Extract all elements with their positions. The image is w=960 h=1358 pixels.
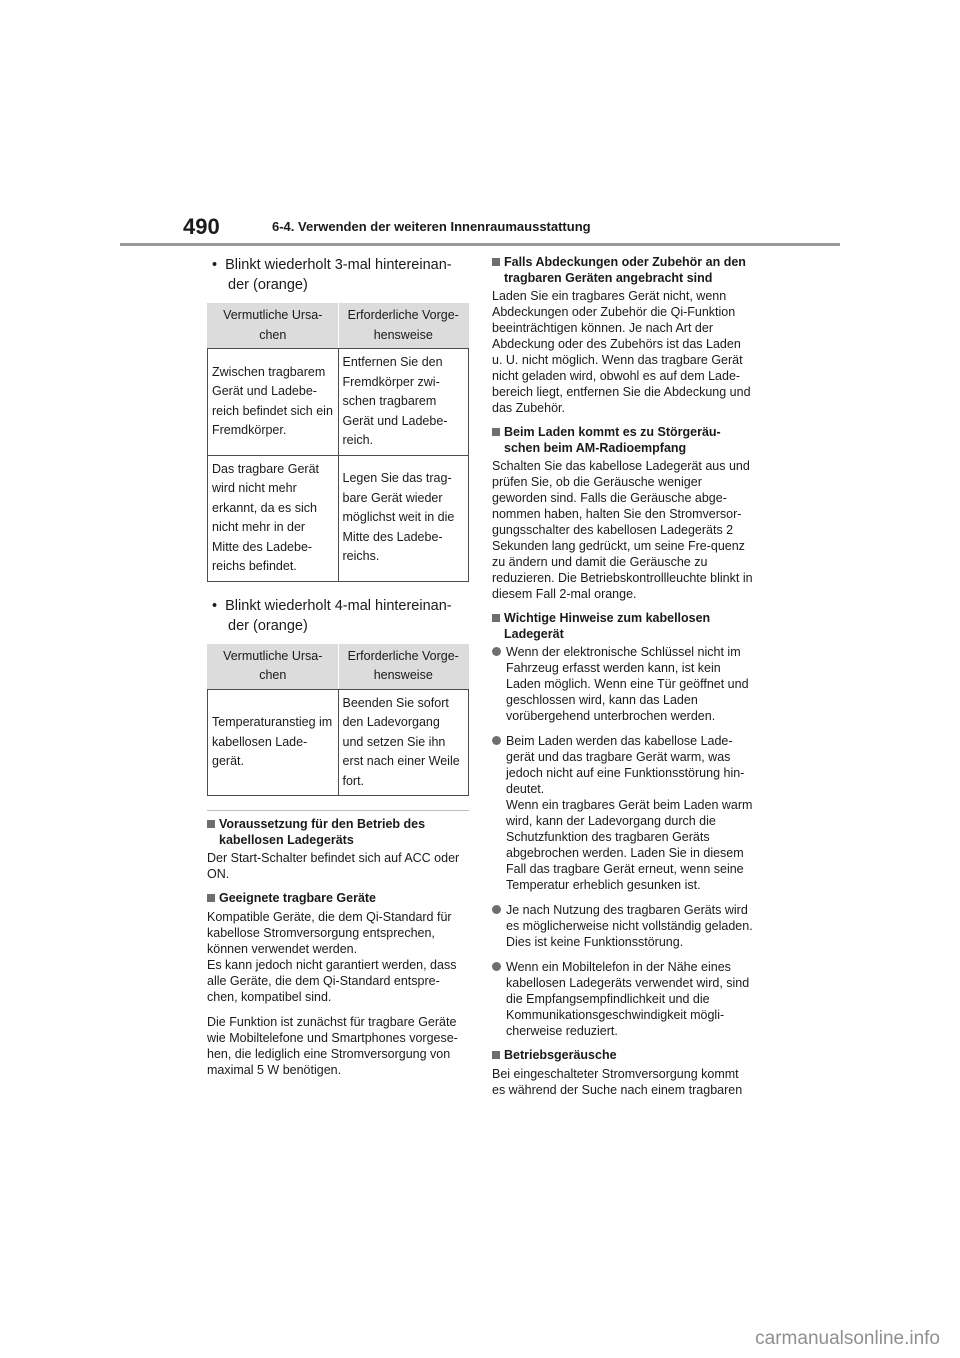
section-heading-text: Beim Laden kommt es zu Störgeräu-schen beim AM-Radioempfang: [504, 425, 721, 455]
section-heading-noise: [492, 1048, 754, 1064]
section-title: 6-4. Verwenden der weiteren Innenraumausstattung: [272, 219, 591, 234]
paragraph: Schalten Sie das kabellose Ladegerät aus und prüfen Sie, ob die Geräusche weniger geworden sind. Falls die Geräusche abge-nommen haben, halten Sie den Stromversor-gungsschalter des kabellosen Ladegeräts 2 Sekunden lang gedrückt, um seine Fre-quenz zu ändern und damit die Geräusche zu reduzieren. Die Betriebskontrollleuchte blinkt in diesem Fall 2-mal orange.: [492, 459, 753, 601]
header-causes: Vermutliche Ursa-chen: [208, 303, 339, 349]
header-divider: [120, 243, 840, 246]
table-cell: Zwischen tragbarem Gerät und Ladebe-reich befindet sich ein Fremdkörper.: [208, 349, 339, 456]
paragraph: Es kann jedoch nicht garantiert werden, dass alle Geräte, die dem Qi-Standard entspre-chen, kompatibel sind.: [207, 957, 457, 1004]
bullet-3-blink-text: Blinkt wiederholt 3-mal hintereinan-der (orange): [225, 257, 452, 293]
bullet-4-blink: • Blinkt wiederholt 4-mal hintereinan-der (orange): [212, 597, 452, 634]
list-item: [492, 959, 754, 1039]
header-action: Erforderliche Vorge-hensweise: [338, 303, 469, 349]
cause-table-2: [207, 644, 469, 797]
section-heading-important-notes: [492, 611, 754, 642]
paragraph: Kompatible Geräte, die dem Qi-Standard für kabellose Stromversorgung entsprechen, können verwendet werden.: [207, 909, 452, 956]
circle-bullet-icon: [492, 962, 501, 971]
square-bullet-icon: [207, 894, 215, 902]
square-bullet-icon: [492, 614, 500, 622]
list-item-text: Wenn der elektronische Schlüssel nicht im Fahrzeug erfasst werden kann, ist kein Laden möglich. Wenn eine Tür geöffnet und geschlossen wird, kann das Laden vorübergehend unterbrochen werden.: [506, 645, 749, 723]
square-bullet-icon: [492, 428, 500, 436]
header-causes: Vermutliche Ursa-chen: [208, 644, 339, 690]
list-item-text: Beim Laden werden das kabellose Lade-gerät und das tragbare Gerät warm, was jedoch nicht auf eine Funktionsstörung hin-deutet.: [506, 734, 745, 796]
circle-bullet-icon: [492, 736, 501, 745]
circle-bullet-icon: [492, 647, 501, 656]
square-bullet-icon: [207, 820, 215, 828]
list-item-text: Wenn ein Mobiltelefon in der Nähe eines kabellosen Ladegeräts verwendet wird, sind die Empfangsempfindlichkeit und die Kommunikationsgeschwindigkeit mögli-cherweise reduziert.: [506, 960, 750, 1038]
table-row: [208, 455, 469, 581]
table-cell: Entfernen Sie den Fremdkörper zwi-schen tragbarem Gerät und Ladebe-reich.: [338, 349, 469, 456]
section-heading-requirements: [207, 817, 469, 848]
table-row: [208, 689, 469, 796]
page-header: [0, 0, 960, 250]
list-item: [492, 644, 754, 724]
table-row: [208, 349, 469, 456]
page-number: 490: [183, 214, 220, 239]
section-heading-text: Wichtige Hinweise zum kabellosen Ladegerät: [504, 611, 711, 641]
table-header-row: [208, 303, 469, 349]
section-heading-text: Voraussetzung für den Betrieb des kabellosen Ladegeräts: [219, 817, 426, 847]
section-heading-text: Betriebsgeräusche: [504, 1048, 617, 1062]
table-cell: Das tragbare Gerät wird nicht mehr erkannt, da es sich nicht mehr in der Mitte des Ladebe-reichs befindet.: [208, 455, 339, 581]
list-item-text: Wenn ein tragbares Gerät beim Laden warm wird, kann der Ladevorgang durch die Schutzfunktion des tragbaren Geräts abgebrochen werden. Laden Sie in diesem Fall das tragbare Gerät erneut, wenn seine Temperatur erheblich gesunken ist.: [506, 798, 753, 892]
list-item-text: Je nach Nutzung des tragbaren Geräts wird es möglicherweise nicht vollständig geladen. Dies ist keine Funktionsstörung.: [506, 903, 753, 949]
table-cell: Legen Sie das trag-bare Gerät wieder möglichst weit in die Mitte des Ladebe-reichs.: [338, 455, 469, 581]
square-bullet-icon: [492, 258, 500, 266]
circle-bullet-icon: [492, 905, 501, 914]
list-item: [492, 902, 754, 950]
paragraph: Bei eingeschalteter Stromversorgung kommt es während der Suche nach einem tragbaren: [492, 1066, 743, 1097]
bullet-3-blink: • Blinkt wiederholt 3-mal hintereinan-der (orange): [212, 257, 452, 293]
left-column: [207, 255, 469, 1087]
cause-table-1: [207, 303, 469, 582]
paragraph: Die Funktion ist zunächst für tragbare Geräte wie Mobiltelefone und Smartphones vorgese-hen, die lediglich eine Stromversorgung von maximal 5 W benötigen.: [207, 1014, 458, 1077]
header-action: Erforderliche Vorge-hensweise: [338, 644, 469, 690]
square-bullet-icon: [492, 1051, 500, 1059]
section-heading-devices: [207, 891, 469, 907]
section-divider: [207, 810, 469, 811]
table-cell: Beenden Sie sofort den Ladevorgang und setzen Sie ihn erst nach einer Weile fort.: [338, 689, 469, 796]
list-item: [492, 733, 754, 893]
watermark: carmanualsonline.info: [755, 1328, 940, 1349]
paragraph: Laden Sie ein tragbares Gerät nicht, wenn Abdeckungen oder Zubehör die Qi-Funktion beeinträchtigen können. Je nach Art der Abdeckung oder des Zubehörs ist das Laden u. U. nicht möglich. Wenn das tragbare Gerät nicht geladen wird, obwohl es auf dem Lade-bereich liegt, entfernen Sie die Abdeckung und das Zubehör.: [492, 289, 751, 415]
table-cell: Temperaturanstieg im kabellosen Lade-gerät.: [208, 689, 339, 796]
table-header-row: [208, 644, 469, 690]
right-column: [492, 255, 754, 1107]
paragraph: Der Start-Schalter befindet sich auf ACC oder ON.: [207, 851, 460, 881]
section-heading-am-noise: [492, 425, 754, 456]
section-heading-text: Falls Abdeckungen oder Zubehör an den tragbaren Geräten angebracht sind: [504, 255, 746, 285]
bullet-4-blink-text: Blinkt wiederholt 4-mal hintereinan-der (orange): [225, 597, 452, 634]
section-heading-covers: [492, 255, 754, 286]
section-heading-text: Geeignete tragbare Geräte: [219, 891, 377, 905]
